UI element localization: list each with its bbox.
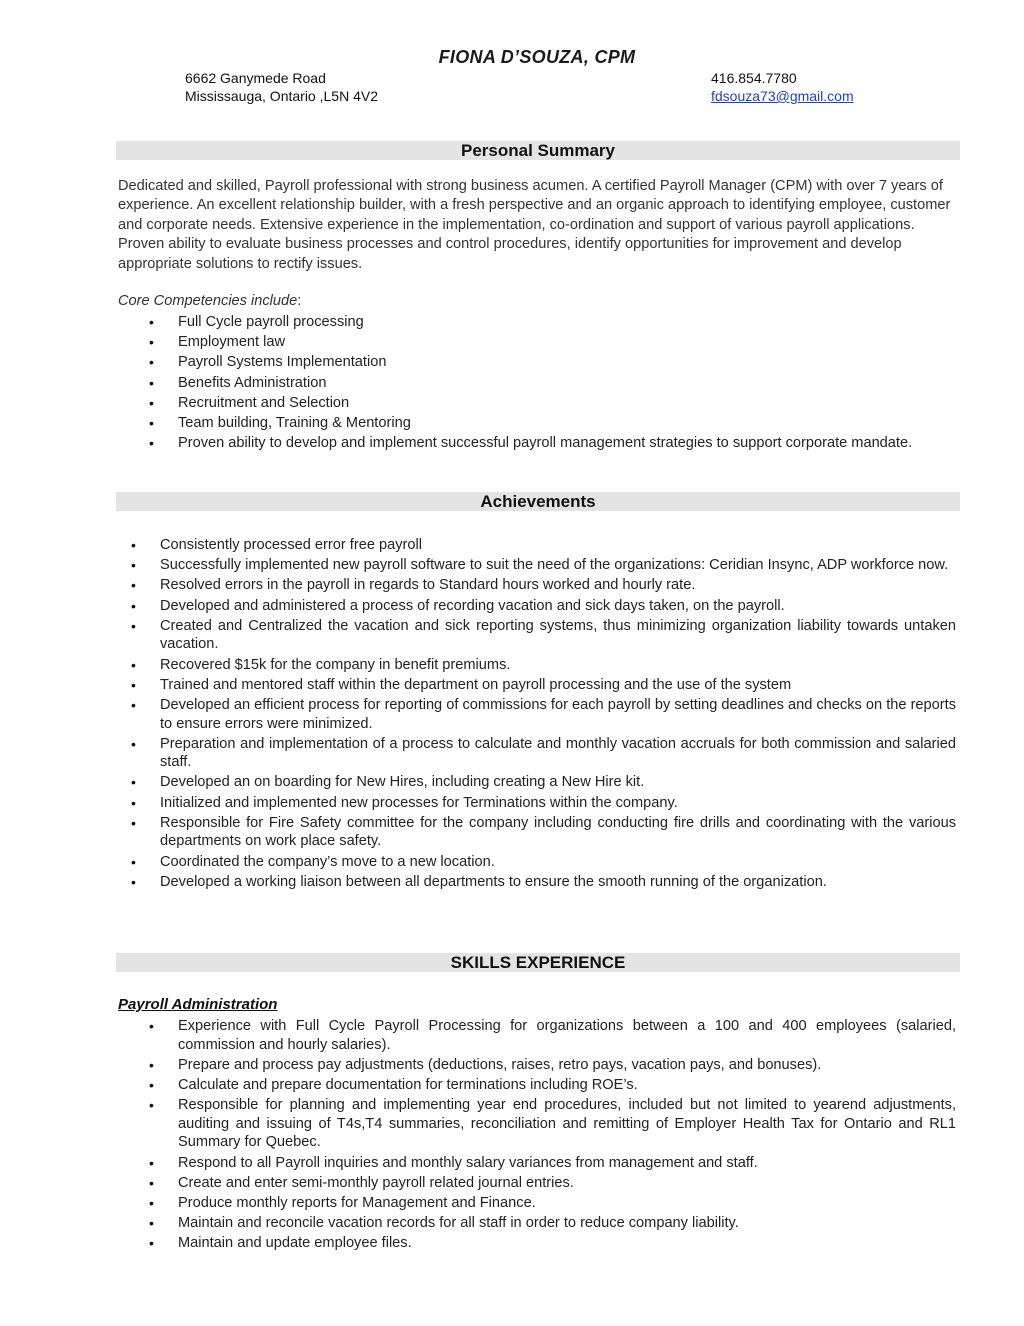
achievements-list (160, 536, 956, 893)
summary-paragraph: Dedicated and skilled, Payroll professional with strong business acumen. A certified Payroll Manager (CPM) with over 7 years of experience. An excellent relationship builder, with a fresh perspective and an organic approach to identifying employee, customer and corporate needs. Extensive experience in the implementation, co-ordination and support of various payroll applications. Proven ability to evaluate business processes and control procedures, identify opportunities for improvement and develop appropriate solutions to rectify issues. (118, 178, 951, 272)
list-item: • Resolved errors in the payroll in regards to Standard hours worked and hourly rate. (160, 576, 956, 595)
list-item: • Maintain and reconcile vacation records for all staff in order to reduce company liability. (178, 1214, 956, 1233)
list-item: • Benefits Administration (178, 374, 948, 393)
list-item: • Developed an on boarding for New Hires, including creating a New Hire kit. (160, 773, 956, 792)
list-item: • Developed a working liaison between all departments to ensure the smooth running of the organization. (160, 873, 956, 892)
payroll-administration-heading: Payroll Administration (118, 996, 278, 1013)
list-item: • Team building, Training & Mentoring (178, 414, 948, 433)
personal-summary-heading: Personal Summary (116, 141, 960, 160)
list-item: • Respond to all Payroll inquiries and monthly salary variances from management and staff. (178, 1154, 956, 1173)
list-item: • Developed an efficient process for reporting of commissions for each payroll by setting deadlines and checks on the reports to ensure errors were minimized. (160, 696, 956, 733)
list-item: • Responsible for planning and implementing year end procedures, included but not limited to yearend adjustments, auditing and issuing of T4s,T4 summaries, reconciliation and remitting of Employer Health Tax for Ontario and RL1 Summary for Quebec. (178, 1096, 956, 1152)
list-item: • Recovered $15k for the company in benefit premiums. (160, 656, 956, 675)
address-block (185, 69, 378, 105)
list-item: • Produce monthly reports for Management and Finance. (178, 1194, 956, 1213)
list-item: • Consistently processed error free payroll (160, 536, 956, 555)
list-item: • Responsible for Fire Safety committee for the company including conducting fire drills and coordinating with the various departments on work place safety. (160, 814, 956, 851)
list-item: • Calculate and prepare documentation for terminations including ROE’s. (178, 1076, 956, 1095)
list-item: • Full Cycle payroll processing (178, 313, 948, 332)
core-competencies-label: Core Competencies include: (118, 293, 302, 309)
phone-number: 416.854.7780 (711, 70, 797, 86)
list-item: • Employment law (178, 333, 948, 352)
skills-experience-heading: SKILLS EXPERIENCE (116, 953, 960, 972)
list-item: • Recruitment and Selection (178, 394, 948, 413)
candidate-name: FIONA D’SOUZA, CPM (438, 47, 636, 67)
list-item: • Proven ability to develop and implement successful payroll management strategies to support corporate mandate. (178, 434, 948, 453)
address-line-2: Mississauga, Ontario ,L5N 4V2 (185, 88, 378, 104)
core-competencies-label-text: Core Competencies include (118, 293, 298, 309)
list-item: • Create and enter semi-monthly payroll related journal entries. (178, 1174, 956, 1193)
list-item: • Preparation and implementation of a process to calculate and monthly vacation accruals for both commission and salaried staff. (160, 735, 956, 772)
list-item: • Trained and mentored staff within the department on payroll processing and the use of the system (160, 676, 956, 695)
achievements-heading: Achievements (116, 492, 960, 511)
payroll-administration-list (178, 1017, 956, 1254)
list-item: • Successfully implemented new payroll software to suit the need of the organizations: Ceridian Insync, ADP workforce now. (160, 556, 956, 575)
address-line-1: 6662 Ganymede Road (185, 70, 326, 86)
contact-block (711, 69, 854, 105)
list-item: • Developed and administered a process of recording vacation and sick days taken, on the payroll. (160, 597, 956, 616)
list-item: • Experience with Full Cycle Payroll Processing for organizations between a 100 and 400 employees (salaried, commission and hourly salaries). (178, 1017, 956, 1054)
list-item: • Payroll Systems Implementation (178, 353, 948, 372)
core-competencies-list (178, 313, 948, 454)
list-item: • Maintain and update employee files. (178, 1234, 956, 1253)
list-item: • Prepare and process pay adjustments (deductions, raises, retro pays, vacation pays, and bonuses). (178, 1056, 956, 1075)
email-link[interactable]: fdsouza73@gmail.com (711, 88, 854, 104)
list-item: • Coordinated the company’s move to a new location. (160, 853, 956, 872)
list-item: • Initialized and implemented new processes for Terminations within the company. (160, 794, 956, 813)
list-item: • Created and Centralized the vacation and sick reporting systems, thus minimizing organization liability towards untaken vacation. (160, 617, 956, 654)
